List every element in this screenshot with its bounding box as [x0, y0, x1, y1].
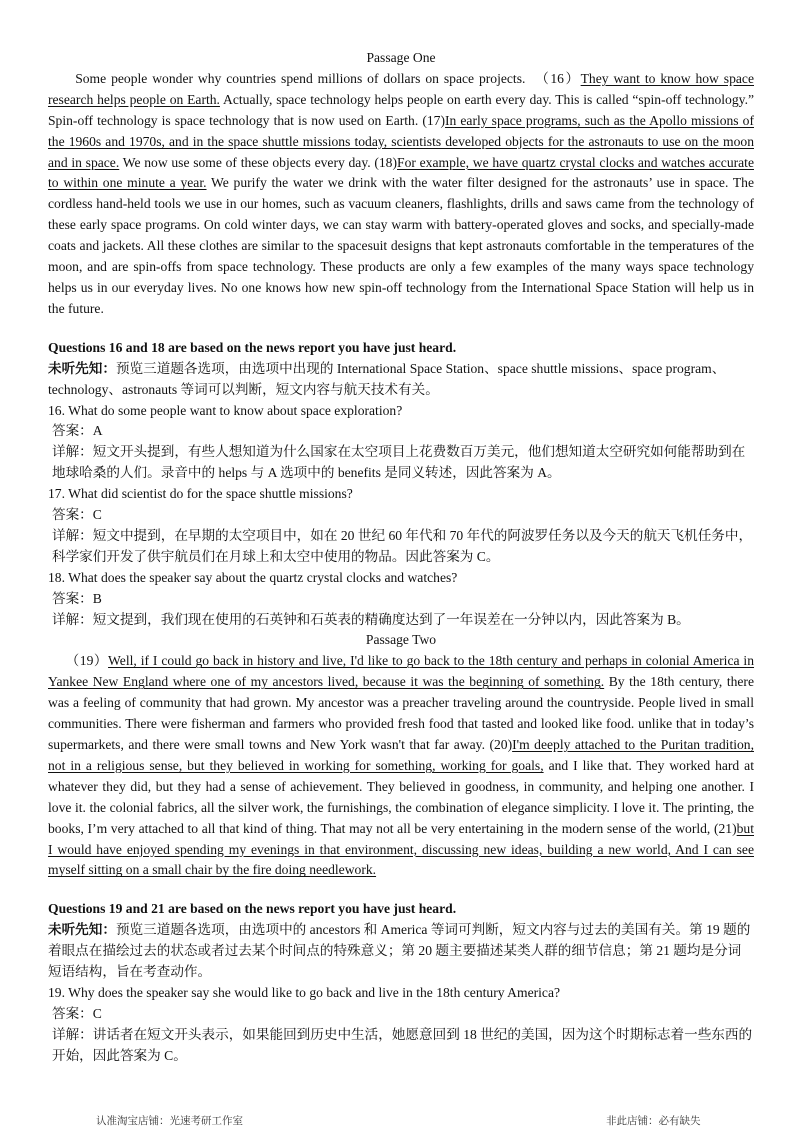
underlined-sentence-21: but I would have enjoyed spending my evenings in that environment, discussing new ideas, building a new world, And I can see myself sitting on a small chair by the fire doing needlework.: [48, 820, 754, 878]
underlined-sentence-18: For example, we have quartz crystal clocks and watches accurate to within one minute a year.: [48, 154, 754, 191]
footer-right: 非此店铺：必有缺失: [606, 1115, 701, 1127]
passage-text: （19）: [65, 653, 109, 669]
preview-text: 预览三道题各选项，由选项中出现的 International Space Station、space shuttle missions、space program、technology、astronauts 等词可以判断，短文内容与航天技术有关。: [48, 360, 726, 397]
passage-text: We now use some of these objects every day. (18): [119, 154, 398, 170]
section-two-heading: Questions 19 and 21 are based on the news report you have just heard.: [48, 901, 457, 917]
question-18: 18. What does the speaker say about the quartz crystal clocks and watches?: [48, 569, 458, 585]
passage-text: By the 18th century, there was a feeling of community that had grown. My ancestor was a preacher traveling around the countryside. People lived in small communities. There were fisherman and farmers who provided fresh food that tasted and looked like food. unlike that in today’s supermarkets, and there were small towns and New York wasn't that far away. (20): [48, 674, 754, 752]
passage-text: and I like that. They worked hard at whatever they did, but they had a sense of achievement. They believed in goodness, in community, and helping one another. I love it. the colonial fabrics, all the silver work, the furnishings, the combination of elegance simplicity. I love it. The printing, the books, I’m very attached to all that kind of thing. That may not all be very entertaining in the modern sense of the world, (21): [48, 757, 754, 836]
underlined-sentence-20: I'm deeply attached to the Puritan tradition, not in a religious sense, but they believed in working for something, working for goals,: [48, 737, 754, 773]
preview-label: 未听先知：: [48, 922, 116, 938]
footer-left: 认准淘宝店铺：光速考研工作室: [96, 1115, 243, 1127]
preview-text: 预览三道题各选项，由选项中的 ancestors 和 America 等词可判断，短文内容与过去的美国有关。第 19 题的着眼点在描绘过去的状态或者过去某个时间点的特殊意义；第 20 题主要描述某类人群的细节信息；第 21 题均是分词短语结构，旨在考查动作。: [48, 922, 751, 980]
section-one-heading: Questions 16 and 18 are based on the news report you have just heard.: [48, 339, 457, 355]
section-two-preview: [48, 920, 754, 983]
question-19: 19. Why does the speaker say she would like to go back and live in the 18th century America?: [48, 984, 561, 1000]
preview-label: 未听先知：: [48, 360, 116, 376]
passage-text: We purify the water we drink with the water filter designed for the astronauts’ use in space. The cordless hand-held tools we use in our homes, such as vacuum cleaners, flashlights, drills and saws came from the technology of these early space programs. On cold winter days, we can stay warm with battery-operated gloves and socks, and specially-made coats and jackets. All these clothes are similar to the spacesuit designs that kept astronauts comfortable in the temperatures of the moon, and are spin-offs from space technology. These products are only a few examples of the many ways space technology helps us in our everyday lives. No one knows how new spin-off technology from the International Space Station will help us in the future.: [48, 175, 755, 316]
underlined-sentence-19: Well, if I could go back in history and live, I'd like to go back to the 18th century and perhaps in colonial America in Yankee New England where one of my ancestors lived, because it was the beginning of something.: [48, 653, 755, 690]
passage-text: Actually, space technology helps people on earth every day. This is called “spin-off technology.” Spin-off technology is space technology that is now used on Earth. (17): [48, 91, 754, 128]
answer-17: 答案：C: [52, 507, 102, 523]
passage-two-title: Passage Two: [365, 632, 437, 648]
question-16: 16. What do some people want to know about space exploration?: [48, 402, 403, 418]
passage-one-title: Passage One: [366, 50, 436, 65]
answer-16: 答案：A: [52, 423, 103, 439]
passage-two-paragraph: [48, 651, 754, 881]
document-page: [48, 48, 754, 1067]
detail-17: 详解：短文中提到，在早期的太空项目中，如在 20 世纪 60 年代和 70 年代的阿波罗任务以及今天的航天飞机任务中，科学家们开发了供宇航员们在月球上和太空中使用的物品。因此答案为 C。: [52, 527, 753, 564]
detail-19: 详解：讲话者在短文开头表示，如果能回到历史中生活，她愿意回到 18 世纪的美国，因为这个时期标志着一些东西的开始，因此答案为 C。: [52, 1026, 753, 1063]
underlined-sentence-17: In early space programs, such as the Apollo missions of the 1960s and 1970s, and in the space shuttle missions today, scientists developed objects for the astronauts to use on the moon and in space.: [48, 112, 754, 170]
answer-19: 答案：C: [52, 1005, 102, 1021]
section-one-preview: [48, 359, 754, 401]
passage-text: Some people wonder why countries spend millions of dollars on space projects. （16）: [75, 70, 581, 86]
passage-one-paragraph: [48, 69, 754, 320]
detail-18: 详解：短文提到，我们现在使用的石英钟和石英表的精确度达到了一年误差在一分钟以内，因此答案为 B。: [52, 611, 690, 627]
question-17: 17. What did scientist do for the space shuttle missions?: [48, 486, 353, 502]
answer-18: 答案：B: [52, 590, 102, 606]
detail-16: 详解：短文开头提到，有些人想知道为什么国家在太空项目上花费数百万美元，他们想知道太空研究如何能帮助到在地球哈桑的人们。录音中的 helps 与 A 选项中的 benefits 是同义转述，因此答案为 A。: [52, 444, 746, 481]
underlined-sentence-16: They want to know how space research helps people on Earth.: [48, 70, 754, 107]
